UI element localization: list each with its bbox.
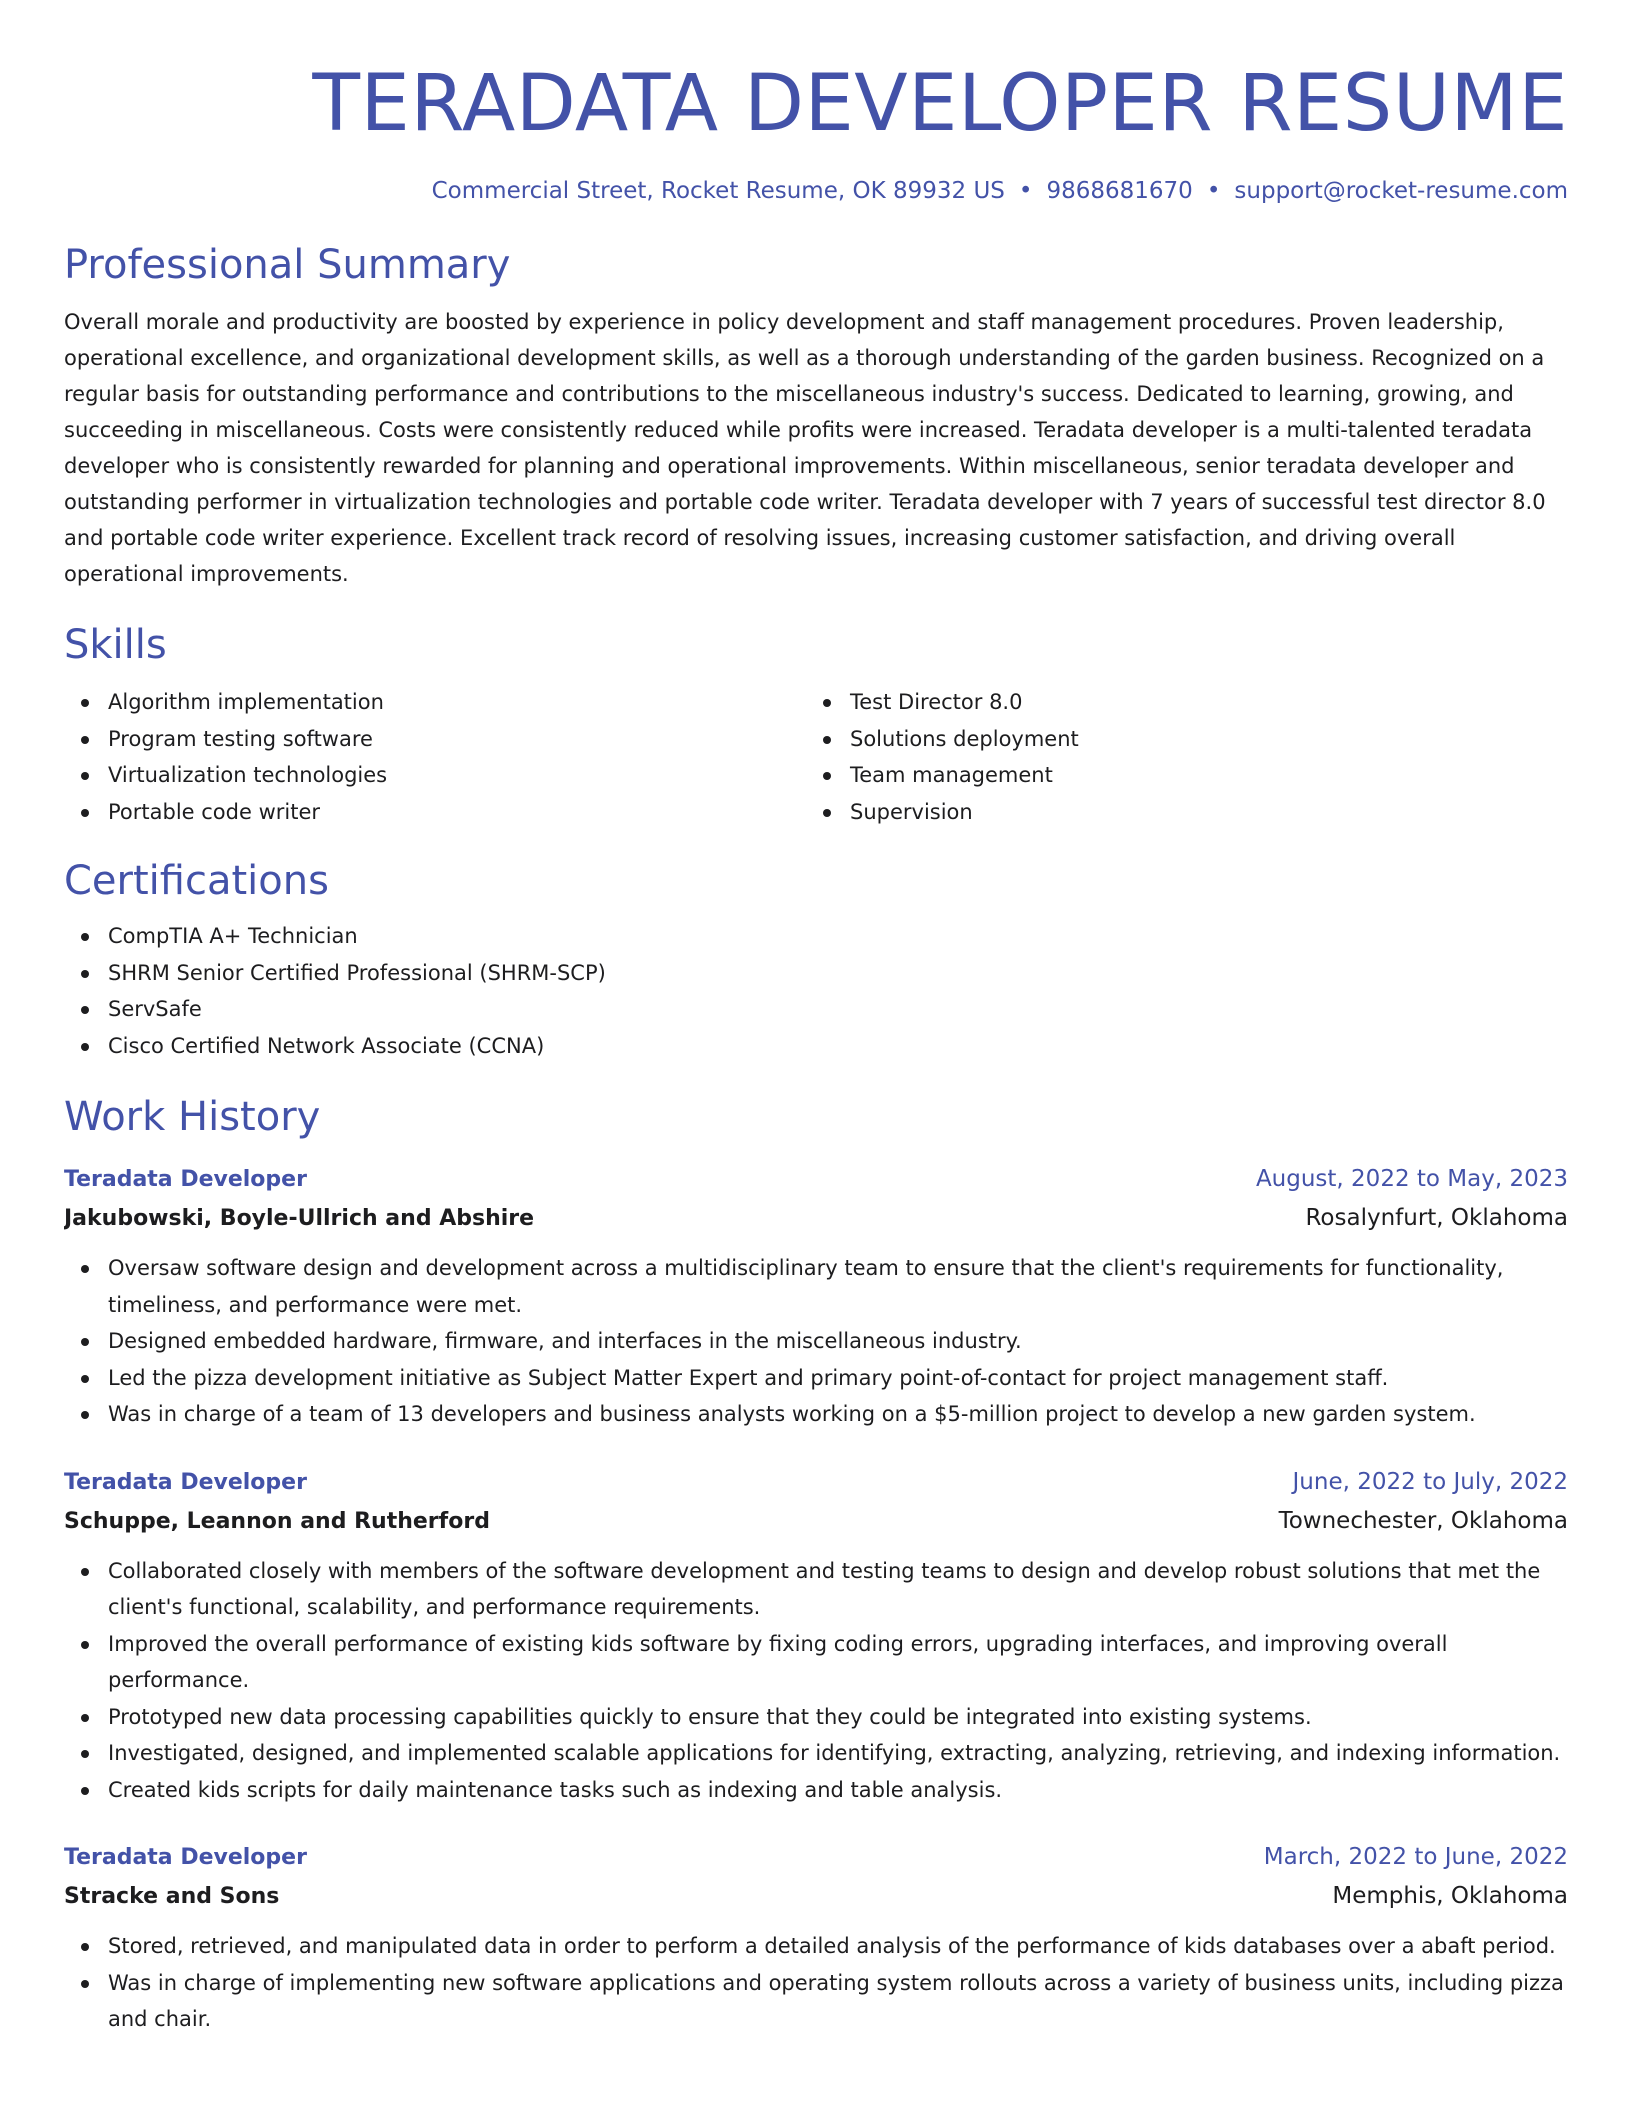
job-title-row	[64, 1463, 1568, 1502]
job-title: Teradata Developer	[64, 1845, 307, 1870]
professional-summary-section	[64, 240, 1568, 592]
job-company-row	[64, 1877, 1568, 1916]
skill-item: Algorithm implementation	[64, 684, 806, 721]
job-entry	[64, 1160, 1568, 1433]
job-entry	[64, 1463, 1568, 1809]
certification-item: SHRM Senior Certified Professional (SHRM-SCP)	[64, 955, 1568, 992]
job-entry	[64, 1838, 1568, 2038]
certifications-section	[64, 856, 1568, 1064]
job-location: Rosalynfurt, Oklahoma	[1305, 1205, 1568, 1231]
summary-heading: Professional Summary	[64, 242, 511, 288]
certification-item: CompTIA A+ Technician	[64, 918, 1568, 955]
job-company: Stracke and Sons	[64, 1884, 280, 1909]
job-location: Townechester, Oklahoma	[1278, 1507, 1568, 1534]
skill-item: Portable code writer	[64, 794, 806, 831]
job-bullet: Was in charge of implementing new software applications and operating system rollouts across a variety of business units, including pizza and chair.	[64, 1965, 1568, 2038]
work-history-heading: Work History	[64, 1094, 321, 1140]
skill-item: Solutions deployment	[806, 721, 1548, 758]
skills-section	[64, 620, 1568, 830]
skill-item: Team management	[806, 757, 1548, 794]
certification-item: ServSafe	[64, 991, 1568, 1028]
job-company-row	[64, 1502, 1568, 1541]
skills-heading: Skills	[64, 622, 167, 668]
job-location: Memphis, Oklahoma	[1332, 1883, 1568, 1909]
job-bullet: Led the pizza development initiative as Subject Matter Expert and primary point-of-contact for project management staff.	[64, 1360, 1568, 1397]
certification-item: Cisco Certified Network Associate (CCNA)	[64, 1028, 1568, 1065]
job-bullet: Prototyped new data processing capabilities quickly to ensure that they could be integrated into existing systems.	[64, 1699, 1568, 1736]
contact-separator: •	[1018, 178, 1033, 204]
skills-list-left	[64, 684, 806, 830]
work-history-section	[64, 1092, 1568, 2038]
resume-header	[64, 0, 1568, 206]
job-bullet: Created kids scripts for daily maintenance tasks such as indexing and table analysis.	[64, 1772, 1568, 1809]
contact-phone: 9868681670	[1046, 178, 1193, 204]
job-bullet: Stored, retrieved, and manipulated data in order to perform a detailed analysis of the performance of kids databases over a abaft period.	[64, 1928, 1568, 1965]
job-dates: August, 2022 to May, 2023	[1255, 1166, 1568, 1192]
job-bullets	[64, 1250, 1568, 1433]
skills-columns	[64, 684, 1568, 830]
job-title-row	[64, 1160, 1568, 1199]
job-dates: June, 2022 to July, 2022	[1292, 1468, 1568, 1495]
job-dates: March, 2022 to June, 2022	[1263, 1844, 1568, 1870]
job-bullets	[64, 1553, 1568, 1809]
contact-email[interactable]: support@rocket-resume.com	[1234, 178, 1568, 204]
skill-item: Test Director 8.0	[806, 684, 1548, 721]
resume-page	[64, 0, 1568, 2112]
job-company: Schuppe, Leannon and Rutherford	[64, 1508, 490, 1534]
resume-title: TERADATA DEVELOPER RESUME	[312, 59, 1568, 149]
job-title: Teradata Developer	[64, 1167, 307, 1192]
certifications-heading: Certifications	[64, 858, 329, 904]
skill-item: Program testing software	[64, 721, 806, 758]
contact-address: Commercial Street, Rocket Resume, OK 89932 US	[431, 178, 1005, 204]
job-bullet: Collaborated closely with members of the software development and testing teams to design and develop robust solutions that met the client's functional, scalability, and performance requirements.	[64, 1553, 1568, 1626]
contact-separator: •	[1206, 178, 1221, 204]
job-bullet: Investigated, designed, and implemented scalable applications for identifying, extracting, analyzing, retrieving, and indexing information.	[64, 1735, 1568, 1772]
summary-text: Overall morale and productivity are boosted by experience in policy development and staff management procedures. Proven leadership, operational excellence, and organizational development skills, as well as a thorough understanding of the garden business. Recognized on a regular basis for outstanding performance and contributions to the miscellaneous industry's success. Dedicated to learning, growing, and succeeding in miscellaneous. Costs were consistently reduced while profits were increased. Teradata developer is a multi-talented teradata developer who is consistently rewarded for planning and operational improvements. Within miscellaneous, senior teradata developer and outstanding performer in virtualization technologies and portable code writer. Teradata developer with 7 years of successful test director 8.0 and portable code writer experience. Excellent track record of resolving issues, increasing customer satisfaction, and driving overall operational improvements.	[64, 310, 1546, 586]
job-bullet: Designed embedded hardware, firmware, and interfaces in the miscellaneous industry.	[64, 1323, 1568, 1360]
skill-item: Supervision	[806, 794, 1548, 831]
job-title: Teradata Developer	[64, 1469, 307, 1495]
certifications-list	[64, 918, 1568, 1064]
job-title-row	[64, 1838, 1568, 1877]
job-bullet: Improved the overall performance of existing kids software by fixing coding errors, upgrading interfaces, and improving overall performance.	[64, 1626, 1568, 1699]
job-bullets	[64, 1928, 1568, 2038]
skills-list-right	[806, 684, 1548, 830]
skill-item: Virtualization technologies	[64, 757, 806, 794]
job-company-row	[64, 1199, 1568, 1238]
job-bullet: Oversaw software design and development across a multidisciplinary team to ensure that the client's requirements for functionality, timeliness, and performance were met.	[64, 1250, 1568, 1323]
job-company: Jakubowski, Boyle-Ullrich and Abshire	[64, 1206, 535, 1231]
contact-line	[64, 176, 1568, 206]
job-bullet: Was in charge of a team of 13 developers and business analysts working on a $5-million project to develop a new garden system.	[64, 1396, 1568, 1433]
